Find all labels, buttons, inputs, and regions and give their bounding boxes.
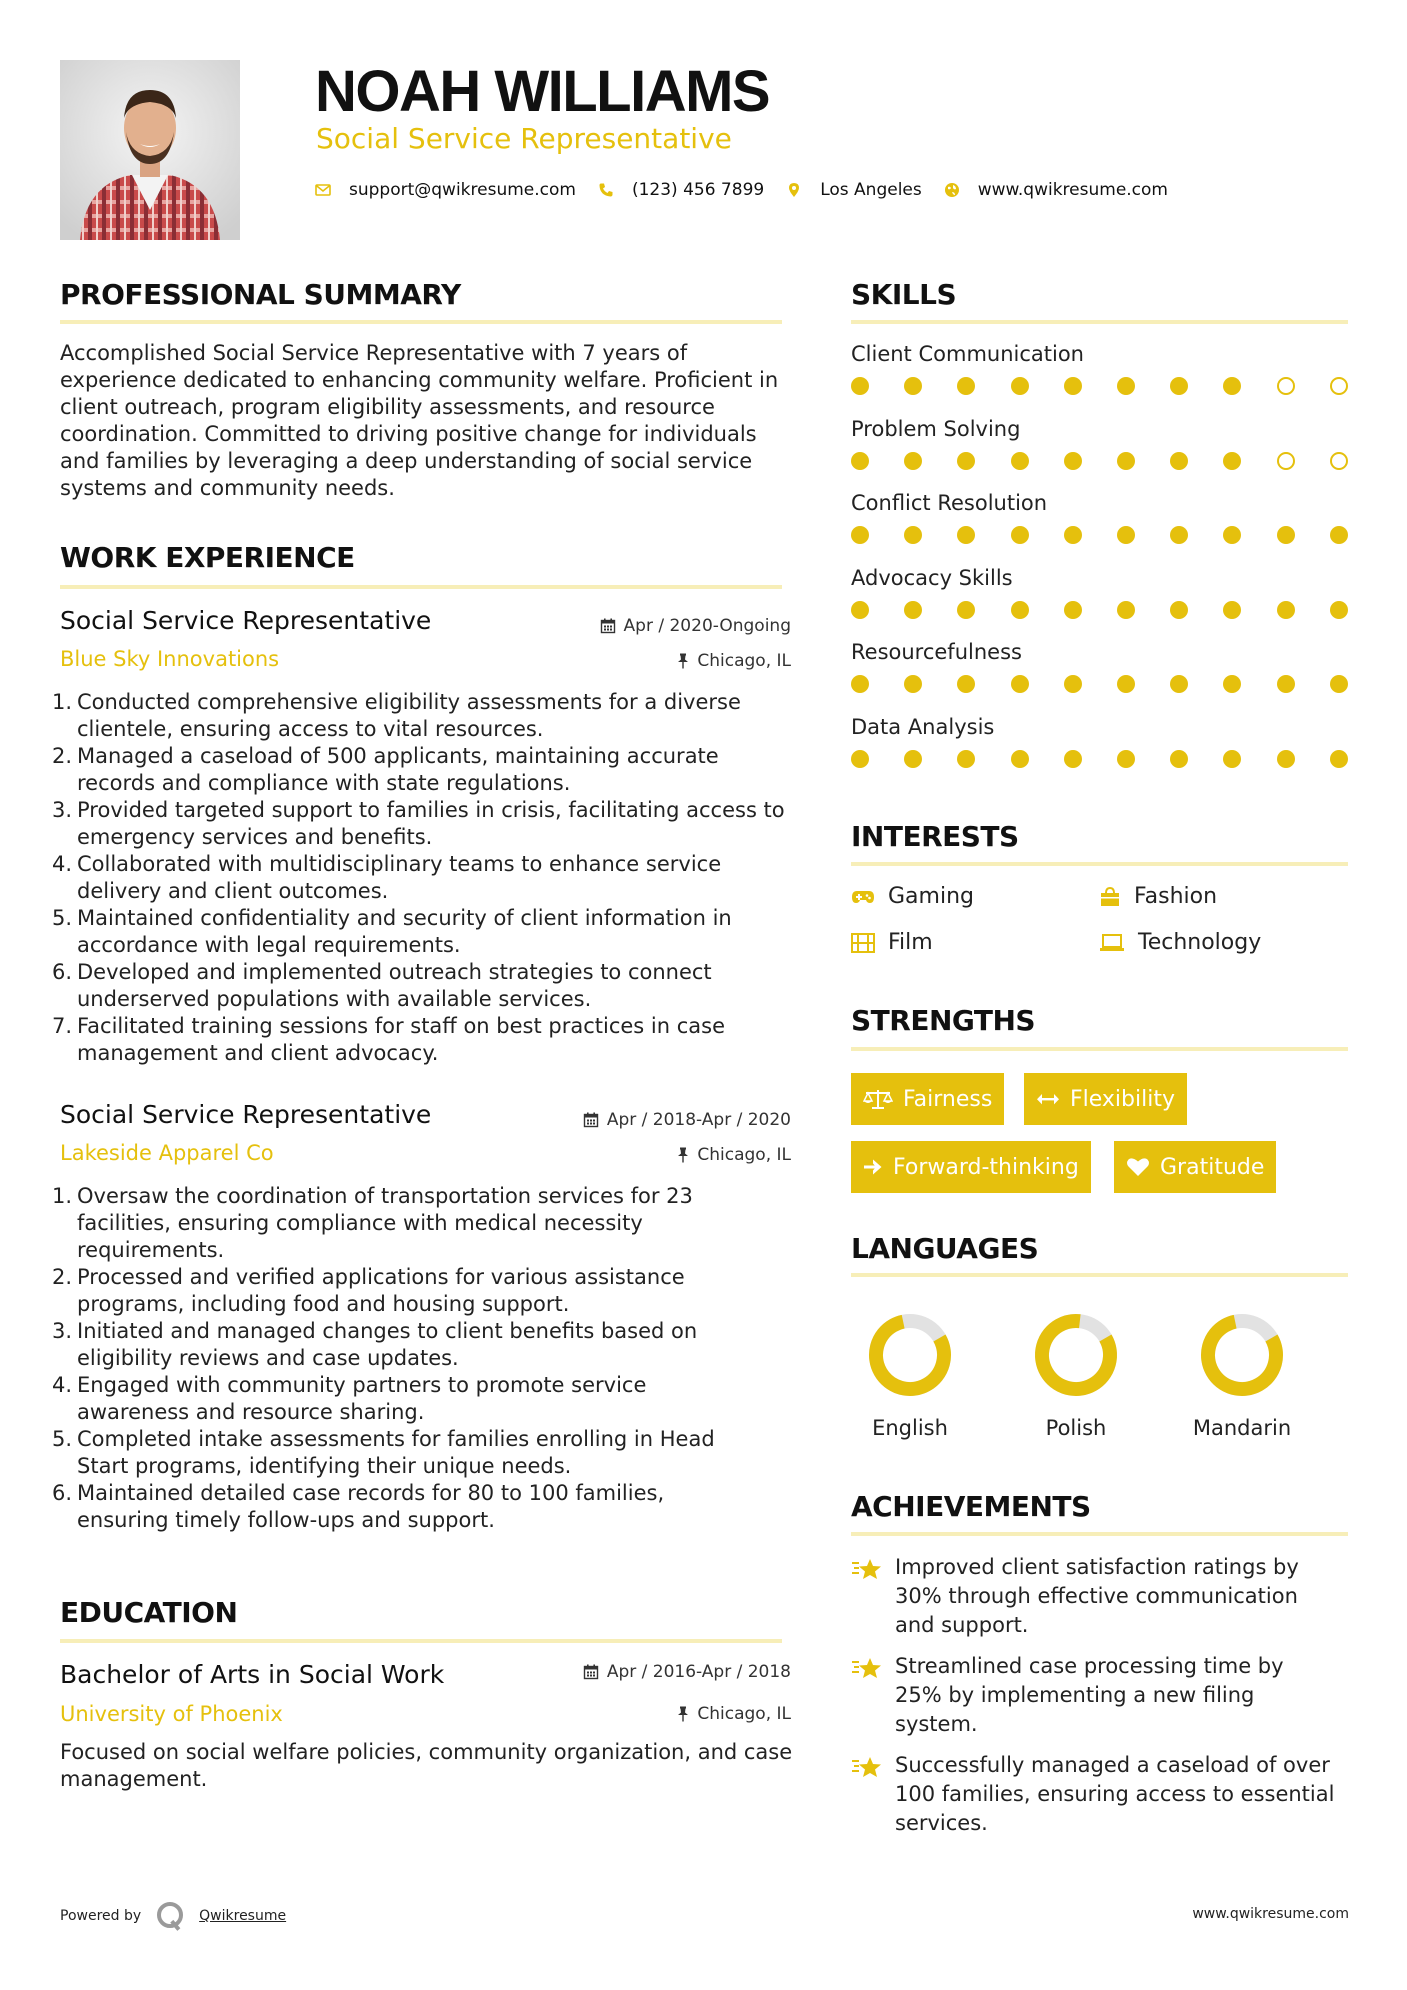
skill-dot-filled [1117,452,1135,470]
skill-rating [851,451,1341,471]
responsibility-text: Engaged with community partners to promote service awareness and resource sharing. [77,1373,647,1424]
skill-dot-filled [1170,526,1188,544]
candidate-role: Social Service Representative [316,122,732,155]
list-number: 2. [52,1265,73,1289]
responsibility-item [52,1426,757,1480]
list-number: 3. [52,798,73,822]
strength-label: Gratitude [1160,1154,1265,1180]
education-divider [60,1639,782,1643]
star-award-icon [851,1655,883,1683]
job-location-text: Chicago, IL [697,1145,791,1165]
job-title: Social Service Representative [60,1100,432,1129]
education-description: Focused on social welfare policies, community organization, and case management. [60,1740,793,1791]
skill-dot-filled [904,526,922,544]
interest-item [1099,930,1261,955]
candidate-name: NOAH WILLIAMS [315,59,770,124]
pushpin-icon [677,1706,689,1722]
achievement-item [851,1553,1335,1640]
interest-item [851,930,933,955]
achievement-text: Successfully managed a caseload of over 100 families, ensuring access to essential services. [895,1753,1335,1835]
skill-dot-filled [1011,750,1029,768]
responsibility-item [52,689,797,743]
job-responsibilities [52,1183,757,1534]
footer-powered-by [60,1900,286,1932]
job-company: Blue Sky Innovations [60,647,280,671]
skill-name: Advocacy Skills [851,565,1013,590]
balance-scale-icon [863,1088,893,1110]
list-number: 1. [52,1184,73,1208]
skill-dot-empty [1330,377,1348,395]
calendar-icon [583,1112,599,1128]
responsibility-item [52,905,797,959]
responsibility-text: Managed a caseload of 500 applicants, maintaining accurate records and compliance with state regulations. [77,744,719,795]
responsibility-text: Maintained confidentiality and security of client information in accordance with legal requirements. [77,906,732,957]
list-number: 4. [52,852,73,876]
job-date-text: Apr / 2018-Apr / 2020 [606,1110,791,1130]
section-title-summary: PROFESSIONAL SUMMARY [60,278,461,311]
responsibility-text: Facilitated training sessions for staff on best practices in case management and client advocacy. [77,1014,726,1065]
job-location-text: Chicago, IL [697,651,791,671]
skill-dot-filled [1117,750,1135,768]
film-icon [851,933,875,953]
heart-icon [1126,1157,1150,1177]
languages-divider [851,1273,1348,1277]
section-title-work: WORK EXPERIENCE [60,541,355,574]
language-proficiency-ring [865,1310,955,1400]
skill-dot-filled [1011,452,1029,470]
responsibility-item [52,1183,757,1264]
skill-dot-filled [957,377,975,395]
skill-name: Problem Solving [851,416,1021,441]
interest-label: Film [888,930,933,955]
job-date [583,1110,791,1130]
qwikresume-link[interactable]: Qwikresume [199,1908,287,1924]
star-award-icon [851,1754,883,1782]
skill-dot-empty [1277,452,1295,470]
job-date-text: Apr / 2020-Ongoing [623,616,791,636]
skill-dot-filled [1011,675,1029,693]
skill-dot-filled [1117,601,1135,619]
contact-email[interactable] [315,180,576,200]
skill-rating [851,525,1341,545]
skill-dot-filled [1277,750,1295,768]
skill-dot-filled [1170,601,1188,619]
responsibility-text: Provided targeted support to families in crisis, facilitating access to emergency services and benefits. [77,798,785,849]
skill-dot-filled [1330,526,1348,544]
skill-dot-filled [851,675,869,693]
skill-dot-filled [851,452,869,470]
interest-label: Technology [1138,930,1262,955]
skill-dot-filled [1011,377,1029,395]
skill-dot-filled [904,452,922,470]
language-ring [1162,1310,1322,1404]
strength-label: Fairness [903,1086,993,1112]
school-name: University of Phoenix [60,1702,283,1726]
responsibility-item [52,1318,757,1372]
skill-dot-filled [851,750,869,768]
education-location [677,1704,791,1724]
profile-photo [60,60,240,240]
skill-rating [851,376,1341,396]
responsibility-item [52,1264,757,1318]
skill-dot-filled [957,526,975,544]
skill-dot-filled [957,675,975,693]
skill-dot-filled [904,377,922,395]
list-number: 2. [52,744,73,768]
ring-progress [1031,1310,1121,1400]
responsibility-item [52,851,797,905]
skill-dot-filled [1064,675,1082,693]
summary-text: Accomplished Social Service Representative with 7 years of experience dedicated to enhancing community welfare. Proficient in client outreach, program eligibility assessments, and resource coordination. Committed to driving positive change for individuals and families by leveraging a deep understanding of social service systems and community needs. [60,341,779,500]
job-location [677,651,791,671]
language-name: Mandarin [1192,1416,1292,1440]
gamepad-icon [851,889,875,905]
interest-item [851,884,974,909]
language-name: English [872,1416,948,1440]
skill-dot-filled [851,526,869,544]
list-number: 5. [52,906,73,930]
skill-rating [851,600,1341,620]
skill-dot-filled [1223,526,1241,544]
calendar-icon [583,1664,599,1680]
skill-dot-filled [957,750,975,768]
skill-dot-filled [851,377,869,395]
language-name: Polish [1045,1416,1107,1440]
location-text: Los Angeles [820,180,922,200]
skill-dot-filled [904,601,922,619]
skill-name: Data Analysis [851,714,995,739]
responsibility-text: Completed intake assessments for families enrolling in Head Start programs, identifying their unique needs. [77,1427,715,1478]
skill-dot-filled [1170,377,1188,395]
skill-name: Client Communication [851,342,1084,366]
section-title-skills: SKILLS [851,278,957,311]
footer-website[interactable]: www.qwikresume.com [1192,1906,1349,1922]
skill-dot-filled [851,601,869,619]
contact-location [786,180,922,200]
skill-dot-filled [904,675,922,693]
language-ring [830,1310,990,1404]
skill-dot-filled [1170,750,1188,768]
skill-dot-filled [1223,452,1241,470]
interests-divider [851,862,1348,866]
interest-label: Fashion [1134,884,1218,909]
achievement-item [851,1652,1335,1739]
skill-dot-filled [1064,452,1082,470]
skill-dot-filled [1064,750,1082,768]
website-text: www.qwikresume.com [977,180,1168,200]
strength-tag [1024,1073,1187,1125]
job-location [677,1145,791,1165]
interest-label: Gaming [888,884,974,909]
skill-name: Resourcefulness [851,640,1022,664]
list-number: 3. [52,1319,73,1343]
star-award-icon [851,1556,883,1584]
globe-icon [944,182,960,198]
strength-tag [1114,1141,1276,1193]
responsibility-text: Processed and verified applications for various assistance programs, including food and housing support. [77,1265,685,1316]
strength-tag [851,1073,1004,1125]
work-divider [60,585,782,589]
calendar-icon [600,618,616,634]
responsibility-item [52,1013,797,1067]
responsibility-item [52,1480,757,1534]
language-proficiency-ring [1197,1310,1287,1400]
pushpin-icon [677,653,689,669]
skill-rating [851,749,1341,769]
language-ring [996,1310,1156,1404]
skill-dot-filled [1117,675,1135,693]
language-proficiency-ring [1031,1310,1121,1400]
job-title: Social Service Representative [60,606,432,635]
achievement-text: Improved client satisfaction ratings by 30% through effective communication and support. [895,1555,1299,1637]
strength-label: Forward-thinking [893,1154,1079,1180]
skill-name: Conflict Resolution [851,491,1048,515]
skill-dot-filled [1064,377,1082,395]
skill-dot-filled [957,601,975,619]
strength-tag [851,1141,1091,1193]
education-location-text: Chicago, IL [697,1704,791,1724]
skill-dot-filled [1170,452,1188,470]
achievements-divider [851,1532,1348,1536]
list-number: 6. [52,960,73,984]
degree-title: Bachelor of Arts in Social Work [60,1660,445,1689]
list-number: 1. [52,690,73,714]
arrow-right-icon [863,1158,883,1176]
responsibility-item [52,743,797,797]
skill-dot-filled [904,750,922,768]
skill-dot-filled [1223,675,1241,693]
skill-dot-filled [1277,526,1295,544]
education-date [583,1662,791,1682]
responsibility-text: Collaborated with multidisciplinary teams to enhance service delivery and client outcomes. [77,852,722,903]
skill-dot-filled [1330,601,1348,619]
skill-dot-filled [1330,675,1348,693]
responsibility-text: Conducted comprehensive eligibility assessments for a diverse clientele, ensuring access to vital resources. [77,690,741,741]
skill-dot-filled [957,452,975,470]
contact-website[interactable] [944,180,1168,200]
powered-by-text: Powered by [60,1908,142,1924]
skills-divider [851,320,1348,324]
arrows-horizontal-icon [1036,1092,1060,1106]
responsibility-item [52,1372,757,1426]
education-date-text: Apr / 2016-Apr / 2018 [606,1662,791,1682]
skill-dot-filled [1223,377,1241,395]
skill-dot-filled [1223,750,1241,768]
skill-dot-filled [1277,601,1295,619]
achievement-text: Streamlined case processing time by 25% by implementing a new filing system. [895,1654,1284,1736]
list-number: 6. [52,1481,73,1505]
responsibility-text: Initiated and managed changes to client benefits based on eligibility reviews and case updates. [77,1319,698,1370]
responsibility-item [52,797,797,851]
skill-dot-filled [1117,526,1135,544]
email-text: support@qwikresume.com [349,180,576,200]
skill-dot-filled [1170,675,1188,693]
section-title-achievements: ACHIEVEMENTS [851,1490,1091,1523]
job-date [600,616,791,636]
skill-dot-filled [1011,526,1029,544]
section-title-strengths: STRENGTHS [851,1004,1036,1037]
map-pin-icon [786,182,802,198]
skill-dot-filled [1064,526,1082,544]
skill-dot-filled [1277,675,1295,693]
skill-dot-filled [1330,750,1348,768]
skill-dot-empty [1330,452,1348,470]
list-number: 7. [52,1014,73,1038]
list-number: 5. [52,1427,73,1451]
phone-icon [598,182,614,198]
contact-phone[interactable] [598,180,764,200]
responsibility-text: Oversaw the coordination of transportation services for 23 facilities, ensuring compliance with medical necessity requirements. [77,1184,693,1262]
summary-divider [60,320,782,324]
shopping-bag-icon [1099,887,1121,907]
skill-dot-filled [1011,601,1029,619]
responsibility-text: Developed and implemented outreach strategies to connect underserved populations with available services. [77,960,712,1011]
list-number: 4. [52,1373,73,1397]
pushpin-icon [677,1147,689,1163]
strength-label: Flexibility [1070,1086,1175,1112]
responsibility-text: Maintained detailed case records for 80 to 100 families, ensuring timely follow-ups and support. [77,1481,665,1532]
strengths-divider [851,1047,1348,1051]
skill-dot-filled [1117,377,1135,395]
job-company: Lakeside Apparel Co [60,1141,274,1165]
interest-item [1099,884,1217,909]
section-title-education: EDUCATION [60,1596,238,1629]
skill-rating [851,674,1341,694]
job-responsibilities [52,689,797,1067]
contact-bar [315,180,1190,200]
responsibility-item [52,959,797,1013]
section-title-interests: INTERESTS [851,820,1019,853]
phone-text: (123) 456 7899 [631,180,765,200]
skill-dot-filled [1223,601,1241,619]
qwikresume-logo-icon [155,1900,187,1932]
envelope-icon [315,182,331,198]
laptop-icon [1099,934,1125,952]
skill-dot-empty [1277,377,1295,395]
skill-dot-filled [1064,601,1082,619]
section-title-languages: LANGUAGES [851,1232,1039,1265]
achievement-item [851,1751,1335,1838]
